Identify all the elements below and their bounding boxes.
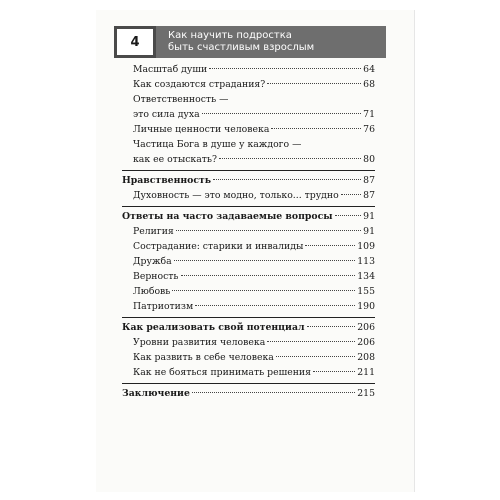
dot-leader	[267, 83, 361, 84]
toc-chapter-title: Как реализовать свой потенциал	[122, 322, 305, 333]
toc-entry-page: 134	[357, 271, 375, 282]
toc-entry	[122, 152, 375, 167]
toc-entry-page: 155	[357, 286, 375, 297]
running-title-line-1: Как научить подростка	[168, 30, 292, 41]
toc-entry-page: 211	[357, 367, 375, 378]
toc-entry-title: Сострадание: старики и инвалиды	[133, 241, 304, 252]
toc-entry	[122, 122, 375, 137]
toc-chapter-title: Заключение	[122, 388, 190, 399]
dot-leader	[335, 215, 362, 216]
toc-entry-title: Как развить в себе человека	[133, 352, 274, 363]
toc-entry-title-line-1: Частица Бога в душе у каждого —	[133, 139, 302, 150]
dot-leader	[176, 230, 361, 231]
page-number: 4	[114, 26, 156, 58]
dot-leader	[305, 245, 355, 246]
toc-entry	[122, 299, 375, 314]
toc-entry	[122, 188, 375, 203]
toc-entry-page: 76	[363, 124, 375, 135]
toc-section-4	[122, 318, 375, 384]
dot-leader	[307, 326, 356, 327]
toc-entry-title: Как не бояться принимать решения	[133, 367, 311, 378]
toc-entry	[122, 350, 375, 365]
dot-leader	[276, 356, 355, 357]
toc-entry	[122, 224, 375, 239]
toc-entry	[122, 239, 375, 254]
toc-entry	[122, 77, 375, 92]
toc-chapter	[122, 209, 375, 224]
toc-entry	[122, 284, 375, 299]
toc-chapter-title: Нравственность	[122, 175, 212, 186]
dot-leader	[341, 194, 361, 195]
toc-entry	[122, 107, 375, 122]
toc-entry-title: как ее отыскать?	[133, 154, 217, 165]
toc-chapter-title: Ответы на часто задаваемые вопросы	[122, 211, 333, 222]
table-of-contents	[122, 60, 375, 404]
dot-leader	[181, 275, 356, 276]
toc-entry-page: 208	[357, 352, 375, 363]
toc-section-3	[122, 207, 375, 318]
toc-section-1	[122, 60, 375, 171]
dot-leader	[313, 371, 355, 372]
toc-entry-page: 71	[363, 109, 375, 120]
dot-leader	[209, 68, 361, 69]
toc-entry	[122, 254, 375, 269]
dot-leader	[219, 158, 361, 159]
toc-entry-title: Дружба	[133, 256, 172, 267]
running-title	[156, 26, 386, 58]
toc-entry-title: Верность	[133, 271, 179, 282]
toc-entry-page: 68	[363, 79, 375, 90]
dot-leader	[195, 305, 355, 306]
running-title-line-2: быть счастливым взрослым	[168, 42, 315, 53]
toc-section-2	[122, 171, 375, 207]
toc-entry-title: Личные ценности человека	[133, 124, 270, 135]
dot-leader	[271, 128, 361, 129]
toc-entry-title: это сила духа	[133, 109, 200, 120]
toc-chapter-page: 91	[363, 211, 375, 222]
toc-entry-title: Патриотизм	[133, 301, 194, 312]
toc-entry-title-line-1: Ответственность —	[133, 94, 229, 105]
toc-entry-title: Уровни развития человека	[133, 337, 266, 348]
dot-leader	[267, 341, 355, 342]
toc-entry	[122, 335, 375, 350]
toc-entry-page: 113	[357, 256, 375, 267]
toc-entry-page: 190	[357, 301, 375, 312]
toc-chapter-page: 87	[363, 175, 375, 186]
toc-chapter	[122, 173, 375, 188]
toc-chapter-page: 215	[357, 388, 375, 399]
toc-entry-title: Как создаются страдания?	[133, 79, 266, 90]
dot-leader	[174, 260, 356, 261]
toc-entry-page: 206	[357, 337, 375, 348]
toc-entry-title: Религия	[133, 226, 174, 237]
toc-chapter	[122, 386, 375, 401]
dot-leader	[202, 113, 361, 114]
toc-entry-title: Масштаб души	[133, 64, 208, 75]
toc-entry-page: 109	[357, 241, 375, 252]
toc-entry	[122, 365, 375, 380]
toc-entry-page: 80	[363, 154, 375, 165]
dot-leader	[192, 392, 355, 393]
page-header	[114, 26, 386, 58]
toc-entry-title: Духовность — это модно, только... трудно	[133, 190, 339, 201]
toc-entry-page: 91	[363, 226, 375, 237]
toc-entry	[122, 269, 375, 284]
toc-section-5	[122, 384, 375, 404]
dot-leader	[172, 290, 355, 291]
toc-entry	[122, 62, 375, 77]
toc-entry-title: Любовь	[133, 286, 171, 297]
toc-entry-page: 87	[363, 190, 375, 201]
toc-chapter	[122, 320, 375, 335]
toc-entry-page: 64	[363, 64, 375, 75]
dot-leader	[213, 179, 361, 180]
toc-chapter-page: 206	[357, 322, 375, 333]
